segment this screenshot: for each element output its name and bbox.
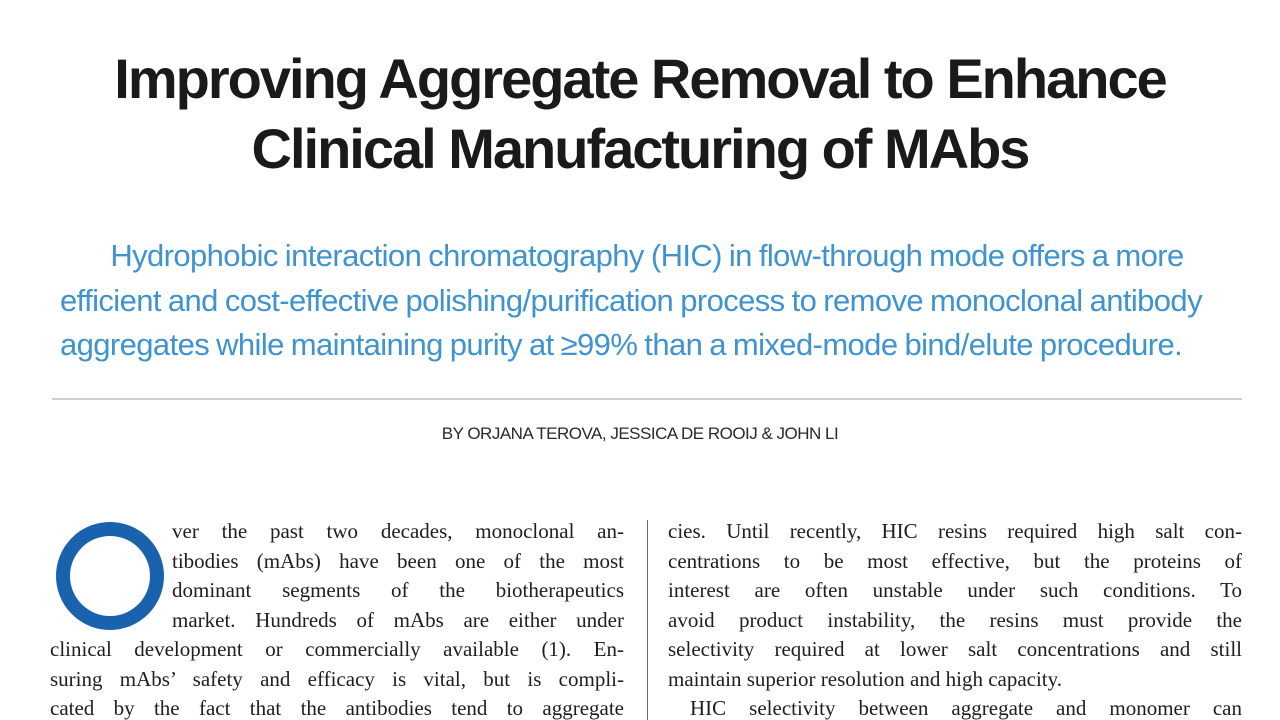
article-deck-line-3: aggregates while maintaining purity at ≥99% than a mixed-mode bind/elute procedure.	[60, 327, 1183, 362]
body-line: clinical development or commercially available (1). En-	[50, 637, 624, 661]
body-column-right	[668, 517, 1242, 720]
body-line: avoid product instability, the resins must provide the	[668, 607, 1242, 632]
article-deck-line-1: Hydrophobic interaction chromatography (HIC) in flow-through mode offers a more	[110, 238, 1184, 273]
body-line: selectivity required at lower salt concentrations and still	[668, 637, 1242, 661]
body-column-left	[50, 517, 624, 720]
body-line: cated by the fact that the antibodies tend to aggregate	[50, 696, 624, 720]
body-line: ver the past two decades, monoclonal an-	[172, 519, 624, 543]
body-line: interest are often unstable under such conditions. To	[668, 578, 1242, 602]
article-deck	[52, 234, 1242, 368]
body-line: tibodies (mAbs) have been one of the most	[172, 548, 624, 573]
body-line: HIC selectivity between aggregate and monomer can	[690, 696, 1242, 720]
body-line: market. Hundreds of mAbs are either under	[172, 607, 624, 632]
body-line: cies. Until recently, HIC resins required high salt con-	[668, 519, 1242, 543]
header-divider	[52, 398, 1242, 400]
article-title	[0, 44, 1280, 184]
body-line: centrations to be most effective, but the proteins of	[668, 548, 1242, 573]
article-title-line-2: Clinical Manufacturing of MAbs	[251, 117, 1029, 180]
article-deck-line-2: efficient and cost-effective polishing/purification process to remove monoclonal antibody	[60, 282, 1202, 318]
article-title-line-1: Improving Aggregate Removal to Enhance	[114, 47, 1166, 110]
body-line: maintain superior resolution and high capacity.	[668, 666, 1063, 691]
column-divider	[647, 520, 648, 720]
body-line: dominant segments of the biotherapeutics	[172, 578, 624, 602]
body-line: suring mAbs’ safety and efficacy is vital, but is compli-	[50, 666, 624, 691]
byline: BY ORJANA TEROVA, JESSICA DE ROOIJ & JOHN LI	[441, 424, 839, 443]
